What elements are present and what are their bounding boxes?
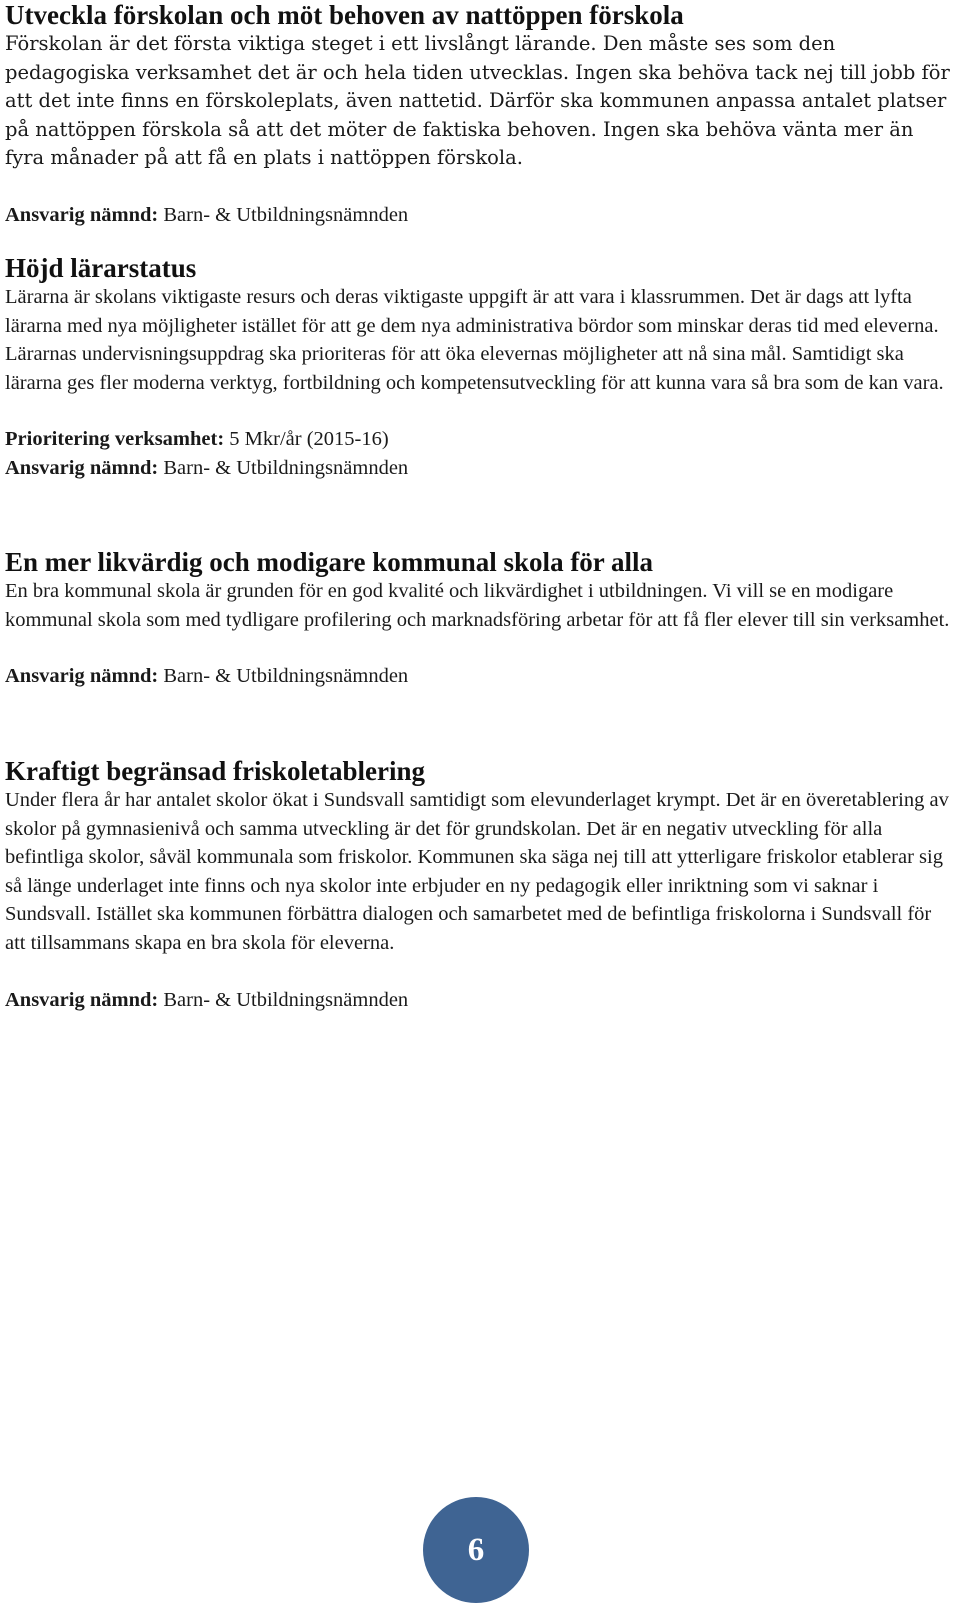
responsible-committee-value: Barn- & Utbildningsnämnden [163,456,409,479]
priority-budget-label: Prioritering verksamhet: [5,428,225,451]
responsible-committee [5,986,950,1015]
responsible-committee-value: Barn- & Utbildningsnämnden [163,665,409,688]
priority-budget [5,425,950,454]
section-body: Förskolan är det första viktiga steget i ett livslångt lärande. Den måste ses som den pedagogiska verksamhet det är och hela tiden utvecklas. Ingen ska behöva tack nej till jobb för att det inte finns en förskoleplats, även nattetid. Därför ska kommunen anpassa antalet platser på nattöppen förskola så att det möter de faktiska behoven. Ingen ska behöva vänta mer än fyra månader på att få en plats i nattöppen förskola. [5,32,950,170]
section-heading: Kraftigt begränsad friskoletablering [5,756,425,786]
responsible-committee-label: Ansvarig nämnd: [5,665,159,688]
section-heading: En mer likvärdig och modigare kommunal skola för alla [5,547,654,577]
responsible-committee-value: Barn- & Utbildningsnämnden [163,988,409,1011]
responsible-committee-label: Ansvarig nämnd: [5,988,159,1011]
responsible-committee [5,201,950,230]
responsible-committee-label: Ansvarig nämnd: [5,203,159,226]
responsible-committee-value: Barn- & Utbildningsnämnden [163,203,409,226]
section-forskola [5,0,950,230]
section-friskoletablering [5,756,950,1014]
section-heading: Höjd lärarstatus [5,253,197,283]
responsible-committee-label: Ansvarig nämnd: [5,456,159,479]
section-body: Lärarna är skolans viktigaste resurs och deras viktigaste uppgift är att vara i klassrummen. Det är dags att lyfta lärarna med nya möjligheter istället för att ge dem nya administrativa bördor som minskar deras tid med eleverna. Lärarnas undervisningsuppdrag ska prioriteras för att öka elevernas möjligheter att nå sina mål. Samtidigt ska lärarna ges fler moderna verktyg, fortbildning och kompetensutveckling för att kunna vara så bra som de kan vara. [5,286,944,394]
responsible-committee [5,454,950,483]
responsible-committee [5,662,950,691]
priority-budget-value: 5 Mkr/år (2015-16) [229,428,389,451]
section-lararstatus [5,253,950,483]
page-number: 6 [467,1531,485,1568]
section-body: En bra kommunal skola är grunden för en god kvalité och likvärdighet i utbildningen. Vi vill se en modigare kommunal skola som med tydligare profilering och marknadsföring arbetar för att få fler elever till sin verksamhet. [5,580,950,631]
section-body: Under flera år har antalet skolor ökat i Sundsvall samtidigt som elevunderlaget krympt. Det är en överetablering av skolor på gymnasienivå och samma utveckling är det för grundskolan. Det är en negativ utveckling för alla befintliga skolor, såväl kommunala som friskolor. Kommunen ska säga nej till att ytterligare friskolor etablerar sig så länge underlaget inte finns och nya skolor inte erbjuder en ny pedagogik eller inriktning som vi saknar i Sundsvall. Istället ska kommunen förbättra dialogen och samarbetet med de befintliga friskolorna i Sundsvall för att tillsammans skapa en bra skola för eleverna. [5,789,949,954]
section-kommunal-skola [5,547,950,691]
page-number-badge [423,1497,529,1603]
section-heading: Utveckla förskolan och möt behoven av nattöppen förskola [5,0,684,30]
